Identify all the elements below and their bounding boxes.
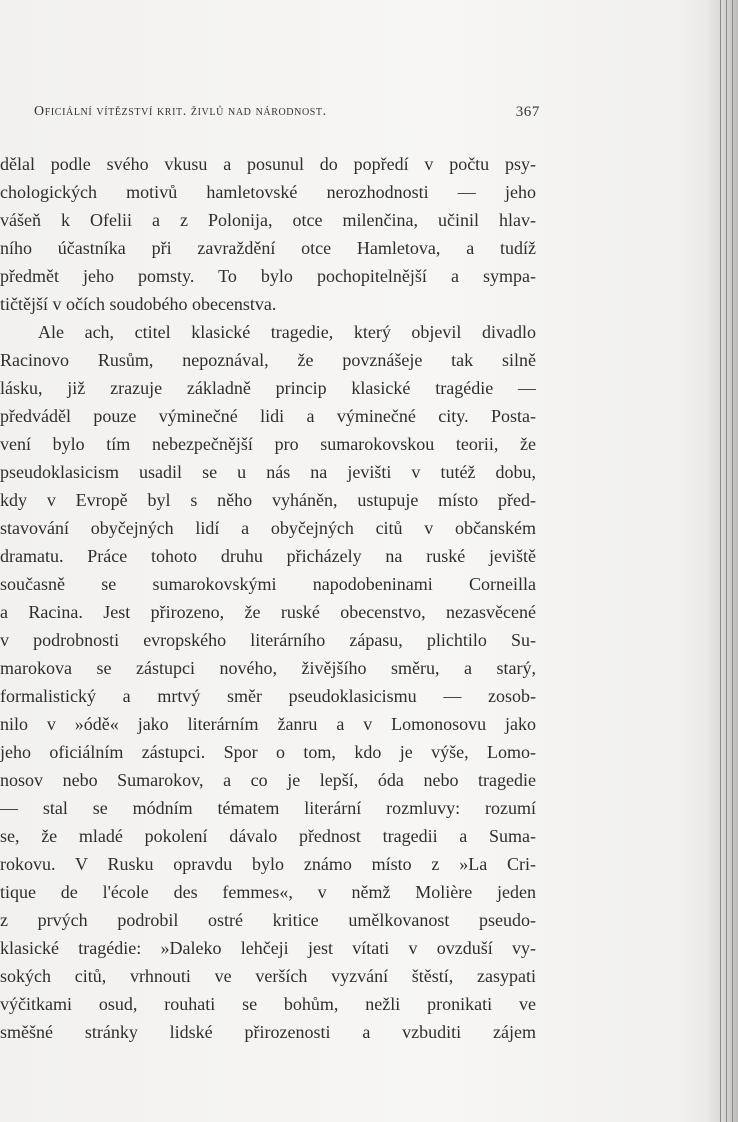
text-line: tique de l'école des femmes«, v němž Molière jeden xyxy=(0,882,536,902)
text-line: chologických motivů hamletovské nerozhodnosti — jeho xyxy=(0,182,536,202)
running-header-title: Oficiální vítězství krit. živlů nad národnost. xyxy=(34,104,327,119)
text-line: současně se sumarokovskými napodobeninami Corneilla xyxy=(0,574,536,594)
text-line: kdy v Evropě byl s něho vyháněn, ustupuje místo před- xyxy=(0,490,536,510)
text-line: směšné stránky lidské přirozenosti a vzbuditi zájem xyxy=(0,1022,536,1042)
text-line: tičtější v očích soudobého obecenstva. xyxy=(0,294,277,314)
binding-line xyxy=(720,0,721,1122)
text-line: se, že mladé pokolení dávalo přednost tragedii a Suma- xyxy=(0,826,536,846)
text-line: lásku, již zrazuje základně princip klasické tragédie — xyxy=(0,378,536,398)
text-line: Racinovo Rusům, nepoznával, že povznášeje tak silně xyxy=(0,350,536,370)
text-line: klasické tragédie: »Daleko lehčeji jest vítati v ovzduší vy- xyxy=(0,938,536,958)
text-line: formalistický a mrtvý směr pseudoklasicismu — zosob- xyxy=(0,686,536,706)
body-text xyxy=(0,150,536,1050)
text-line: pseudoklasicism usadil se u nás na jevišti v tutéž dobu, xyxy=(0,462,536,482)
running-header xyxy=(34,104,540,126)
text-line: dělal podle svého vkusu a posunul do popředí v počtu psy- xyxy=(0,154,536,174)
text-line: vášeň k Ofelii a z Polonija, otce milenčina, učinil hlav- xyxy=(0,210,536,230)
page-number: 367 xyxy=(515,104,540,120)
text-line: předváděl pouze výminečné lidi a výminečné city. Posta- xyxy=(0,406,536,426)
text-line: marokova se zástupci nového, živějšího směru, a starý, xyxy=(0,658,536,678)
binding-line xyxy=(726,0,727,1122)
text-line: v podrobnosti evropského literárního zápasu, plichtilo Su- xyxy=(0,630,536,650)
text-line: jeho oficiálním zástupci. Spor o tom, kdo je výše, Lomo- xyxy=(0,742,536,762)
text-line: nosov nebo Sumarokov, a co je lepší, óda nebo tragedie xyxy=(0,770,536,790)
text-line: dramatu. Práce tohoto druhu přicházely na ruské jeviště xyxy=(0,546,536,566)
text-line: nilo v »ódě« jako literárním žanru a v Lomonosovu jako xyxy=(0,714,536,734)
text-line: rokovu. V Rusku opravdu bylo známo místo z »La Cri- xyxy=(0,854,536,874)
text-line: Ale ach, ctitel klasické tragedie, který objevil divadlo xyxy=(38,322,536,342)
text-line: a Racina. Jest přirozeno, že ruské obecenstvo, nezasvěcené xyxy=(0,602,536,622)
text-line: stavování obyčejných lidí a obyčejných citů v občanském xyxy=(0,518,536,538)
binding-line xyxy=(732,0,733,1122)
text-line: vení bylo tím nebezpečnější pro sumarokovskou teorii, že xyxy=(0,434,536,454)
text-line: ního účastníka při zavraždění otce Hamletova, a tudíž xyxy=(0,238,536,258)
text-line: sokých citů, vrhnouti ve verších vyzvání štěstí, zasypati xyxy=(0,966,536,986)
text-line: výčitkami osud, rouhati se bohům, nežli pronikati ve xyxy=(0,994,536,1014)
page-gutter-edge xyxy=(708,0,738,1122)
text-line: předmět jeho pomsty. To bylo pochopitelnější a sympa- xyxy=(0,266,536,286)
text-line: z prvých podrobil ostré kritice umělkovanost pseudo- xyxy=(0,910,536,930)
text-line: — stal se módním tématem literární rozmluvy: rozumí xyxy=(0,798,536,818)
